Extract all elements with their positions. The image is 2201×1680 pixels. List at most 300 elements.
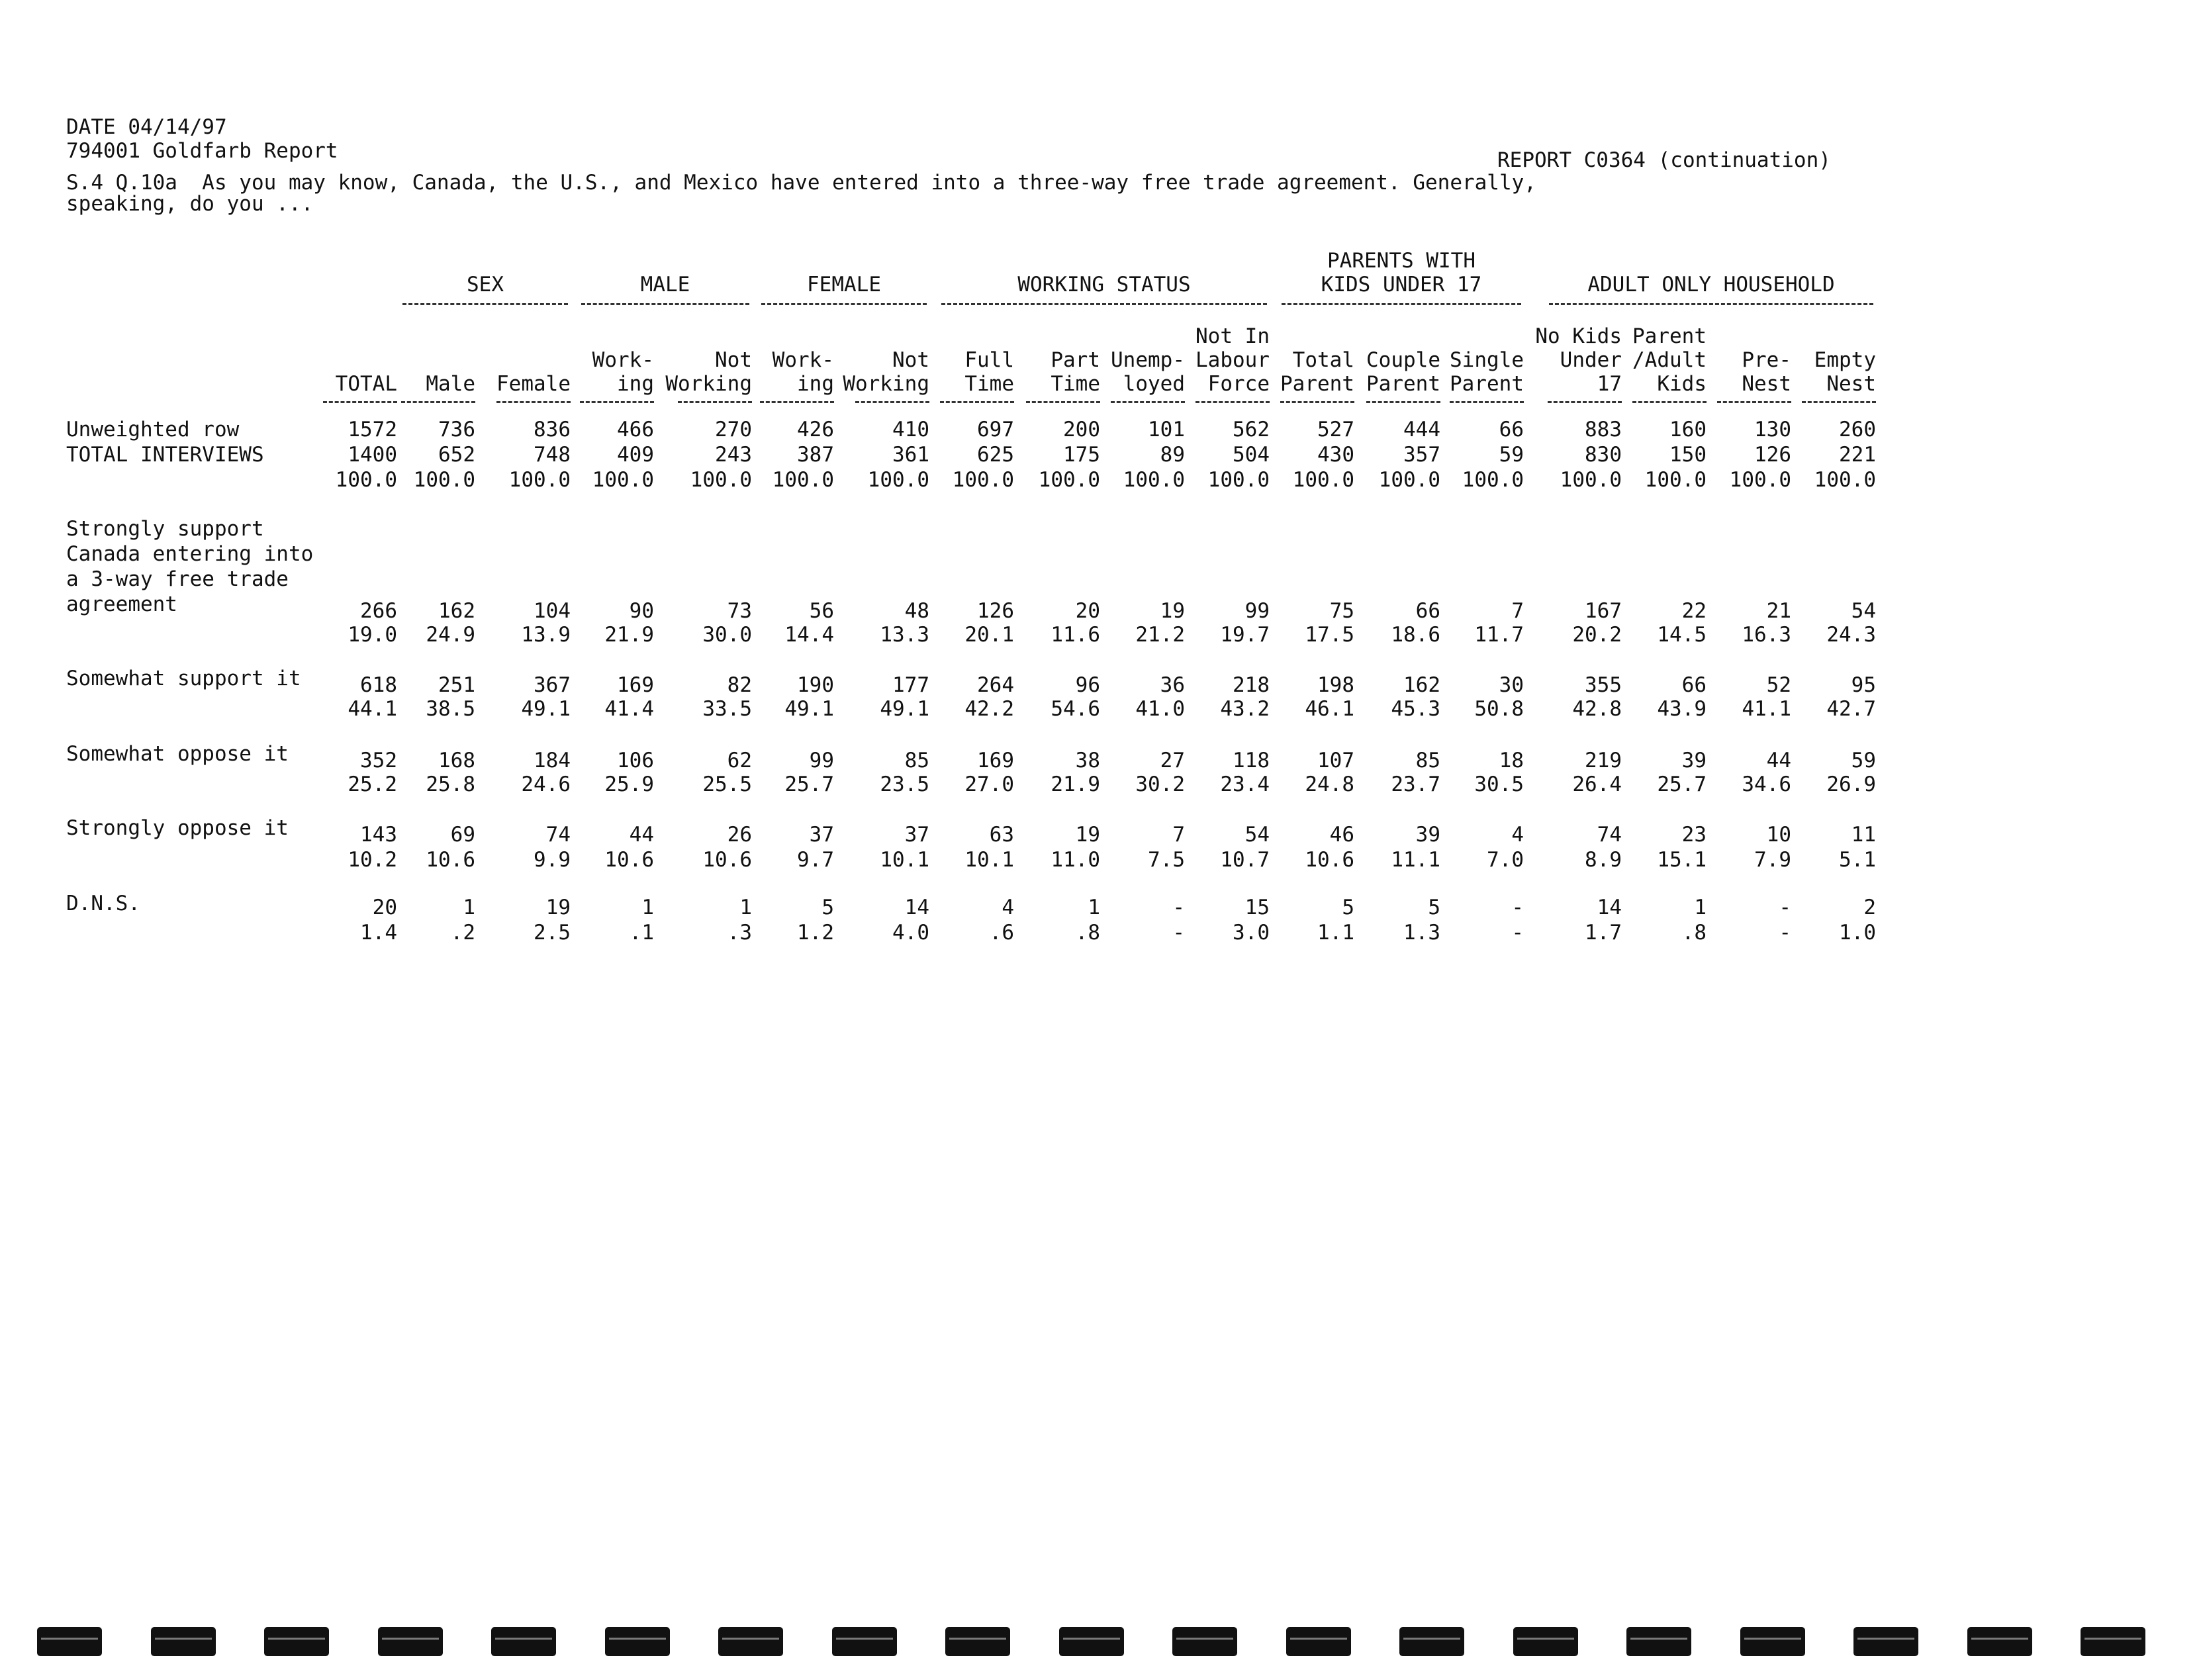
table-cell: 1 — [739, 896, 752, 919]
table-cell: 14.4 — [784, 623, 834, 647]
scan-mark — [1740, 1627, 1805, 1656]
group-header: PARENTS WITH KIDS UNDER 17 — [1321, 249, 1482, 297]
table-cell: 1572 — [348, 418, 397, 442]
table-cell: 169 — [977, 749, 1014, 772]
table-cell: 18.6 — [1391, 623, 1440, 647]
table-cell: 19 — [1075, 823, 1100, 847]
table-cell: 46.1 — [1305, 697, 1354, 721]
table-cell: 13.9 — [521, 623, 571, 647]
table-cell: 82 — [727, 673, 752, 697]
table-cell: 85 — [904, 749, 929, 772]
column-header: Couple Parent — [1366, 348, 1440, 396]
table-cell: 100.0 — [1560, 468, 1622, 492]
column-header: Total Parent — [1280, 348, 1354, 396]
column-underline — [323, 401, 397, 403]
table-cell: .1 — [629, 921, 654, 945]
table-cell: 1 — [641, 896, 654, 919]
column-underline — [1280, 401, 1354, 403]
table-cell: 69 — [450, 823, 475, 847]
table-cell: 1.3 — [1403, 921, 1440, 945]
table-cell: 1 — [1088, 896, 1100, 919]
group-underline — [1282, 303, 1521, 305]
table-cell: .6 — [989, 921, 1014, 945]
table-cell: 39 — [1681, 749, 1707, 772]
table-cell: 177 — [892, 673, 929, 697]
table-cell: 10.1 — [880, 848, 929, 872]
column-header: Empty Nest — [1814, 348, 1876, 396]
table-cell: 95 — [1851, 673, 1876, 697]
table-cell: 1.4 — [360, 921, 397, 945]
table-cell: 27 — [1160, 749, 1185, 772]
question-text-line-1: S.4 Q.10a As you may know, Canada, the U.S., and Mexico have entered into a three-way free trade agreement. Generally, — [66, 171, 1536, 195]
table-cell: 221 — [1839, 443, 1876, 467]
column-underline — [1111, 401, 1185, 403]
table-cell: 562 — [1233, 418, 1270, 442]
table-cell: 190 — [797, 673, 834, 697]
table-cell: 266 — [360, 599, 397, 623]
table-cell: 10.2 — [348, 848, 397, 872]
table-cell: 25.7 — [1657, 772, 1707, 796]
table-cell: 54 — [1851, 599, 1876, 623]
table-cell: 361 — [892, 443, 929, 467]
column-underline — [1548, 401, 1622, 403]
table-cell: 4.0 — [892, 921, 929, 945]
table-cell: 30.2 — [1135, 772, 1185, 796]
column-underline — [1366, 401, 1440, 403]
table-cell: 16.3 — [1742, 623, 1791, 647]
row-label: Unweighted row TOTAL INTERVIEWS — [66, 418, 264, 467]
table-cell: 7 — [1172, 823, 1185, 847]
table-cell: 2 — [1863, 896, 1876, 919]
column-underline — [401, 401, 475, 403]
column-header: Single Parent — [1450, 348, 1524, 396]
column-underline — [1802, 401, 1876, 403]
table-cell: 10.6 — [426, 848, 475, 872]
table-cell: 7.9 — [1754, 848, 1791, 872]
table-cell: 44 — [1766, 749, 1791, 772]
table-cell: 100.0 — [1207, 468, 1270, 492]
table-cell: 26 — [727, 823, 752, 847]
column-underline — [940, 401, 1014, 403]
table-cell: - — [1779, 896, 1791, 919]
table-cell: 44 — [629, 823, 654, 847]
table-cell: 27.0 — [964, 772, 1014, 796]
scan-mark — [378, 1627, 443, 1656]
table-cell: 44.1 — [348, 697, 397, 721]
table-cell: 219 — [1585, 749, 1622, 772]
scan-mark — [832, 1627, 897, 1656]
table-cell: 30.5 — [1474, 772, 1524, 796]
table-cell: 101 — [1148, 418, 1185, 442]
table-cell: 23.4 — [1220, 772, 1270, 796]
table-cell: 30 — [1499, 673, 1524, 697]
column-underline — [1195, 401, 1270, 403]
table-cell: 5 — [1342, 896, 1354, 919]
table-cell: 19 — [545, 896, 571, 919]
table-cell: 11.0 — [1051, 848, 1100, 872]
table-cell: 107 — [1317, 749, 1354, 772]
scan-mark — [37, 1627, 102, 1656]
table-cell: 10.1 — [964, 848, 1014, 872]
table-cell: 1400 — [348, 443, 397, 467]
scan-mark — [1286, 1627, 1351, 1656]
group-underline — [402, 303, 568, 305]
row-label: D.N.S. — [66, 892, 140, 915]
column-underline — [1632, 401, 1707, 403]
table-cell: 99 — [1244, 599, 1270, 623]
table-cell: 184 — [534, 749, 571, 772]
table-cell: 9.9 — [534, 848, 571, 872]
scan-mark — [1967, 1627, 2032, 1656]
project-title: 794001 Goldfarb Report — [66, 139, 338, 163]
table-cell: 74 — [545, 823, 571, 847]
table-cell: 100.0 — [1814, 468, 1876, 492]
table-cell: 100.0 — [508, 468, 571, 492]
table-cell: 198 — [1317, 673, 1354, 697]
table-cell: 66 — [1681, 673, 1707, 697]
table-cell: 883 — [1585, 418, 1622, 442]
scan-mark — [718, 1627, 783, 1656]
table-cell: 52 — [1766, 673, 1791, 697]
table-cell: 18 — [1499, 749, 1524, 772]
table-cell: 42.2 — [964, 697, 1014, 721]
column-header: Work- ing — [592, 348, 654, 396]
scan-mark — [945, 1627, 1010, 1656]
column-underline — [1717, 401, 1791, 403]
table-cell: 19 — [1160, 599, 1185, 623]
table-cell: 352 — [360, 749, 397, 772]
table-cell: 20 — [372, 896, 397, 919]
table-cell: 251 — [438, 673, 475, 697]
table-cell: 56 — [809, 599, 834, 623]
table-cell: 618 — [360, 673, 397, 697]
group-underline — [581, 303, 749, 305]
column-underline — [1026, 401, 1100, 403]
column-header: Unemp- loyed — [1111, 348, 1185, 396]
table-cell: .3 — [727, 921, 752, 945]
table-cell: 41.1 — [1742, 697, 1791, 721]
table-cell: 24.6 — [521, 772, 571, 796]
table-cell: 23 — [1681, 823, 1707, 847]
table-cell: 10.6 — [604, 848, 654, 872]
table-cell: 19.0 — [348, 623, 397, 647]
table-cell: 10 — [1766, 823, 1791, 847]
table-cell: 24.9 — [426, 623, 475, 647]
question-text-line-2: speaking, do you ... — [66, 192, 314, 216]
table-cell: 100.0 — [1462, 468, 1524, 492]
table-cell: 836 — [534, 418, 571, 442]
table-cell: 169 — [617, 673, 654, 697]
table-cell: 444 — [1403, 418, 1440, 442]
column-header: Work- ing — [772, 348, 834, 396]
table-cell: 143 — [360, 823, 397, 847]
table-cell: .8 — [1075, 921, 1100, 945]
table-cell: 43.2 — [1220, 697, 1270, 721]
table-cell: 355 — [1585, 673, 1622, 697]
table-cell: 49.1 — [784, 697, 834, 721]
table-cell: 50.8 — [1474, 697, 1524, 721]
table-cell: 218 — [1233, 673, 1270, 697]
table-cell: 11 — [1851, 823, 1876, 847]
table-cell: 100.0 — [592, 468, 654, 492]
table-cell: - — [1172, 921, 1185, 945]
table-cell: 20.1 — [964, 623, 1014, 647]
table-cell: 264 — [977, 673, 1014, 697]
table-cell: 33.5 — [702, 697, 752, 721]
table-cell: 175 — [1063, 443, 1100, 467]
table-cell: 25.8 — [426, 772, 475, 796]
table-cell: 25.2 — [348, 772, 397, 796]
table-cell: 104 — [534, 599, 571, 623]
group-header: ADULT ONLY HOUSEHOLD — [1587, 273, 1835, 297]
table-cell: 100.0 — [413, 468, 475, 492]
table-cell: 466 — [617, 418, 654, 442]
table-cell: 100.0 — [1644, 468, 1707, 492]
table-cell: 1.1 — [1317, 921, 1354, 945]
table-cell: 14 — [904, 896, 929, 919]
scan-mark — [1399, 1627, 1464, 1656]
table-cell: 9.7 — [797, 848, 834, 872]
row-label: Somewhat oppose it — [66, 742, 289, 766]
table-cell: 100.0 — [1292, 468, 1354, 492]
table-cell: 7.0 — [1487, 848, 1524, 872]
table-cell: 126 — [1754, 443, 1791, 467]
table-cell: 1.2 — [797, 921, 834, 945]
table-cell: 73 — [727, 599, 752, 623]
group-header: SEX — [467, 273, 504, 297]
table-cell: 37 — [809, 823, 834, 847]
table-cell: 167 — [1585, 599, 1622, 623]
scan-mark — [2081, 1627, 2145, 1656]
table-cell: 59 — [1499, 443, 1524, 467]
table-cell: 270 — [715, 418, 752, 442]
table-cell: 5.1 — [1839, 848, 1876, 872]
table-cell: 748 — [534, 443, 571, 467]
table-cell: .2 — [450, 921, 475, 945]
table-cell: 260 — [1839, 418, 1876, 442]
table-cell: 17.5 — [1305, 623, 1354, 647]
table-cell: 23.7 — [1391, 772, 1440, 796]
table-cell: 90 — [629, 599, 654, 623]
table-cell: 100.0 — [952, 468, 1014, 492]
group-underline — [761, 303, 927, 305]
table-cell: 504 — [1233, 443, 1270, 467]
table-cell: 43.9 — [1657, 697, 1707, 721]
table-cell: 130 — [1754, 418, 1791, 442]
column-header: TOTAL — [335, 372, 397, 396]
report-date: DATE 04/14/97 — [66, 115, 227, 139]
table-cell: 5 — [1428, 896, 1440, 919]
table-cell: 7 — [1511, 599, 1524, 623]
table-cell: 37 — [904, 823, 929, 847]
scan-mark — [1513, 1627, 1578, 1656]
table-cell: 20 — [1075, 599, 1100, 623]
table-cell: 54.6 — [1051, 697, 1100, 721]
table-cell: 25.7 — [784, 772, 834, 796]
table-cell: 96 — [1075, 673, 1100, 697]
table-cell: 100.0 — [1378, 468, 1440, 492]
table-cell: 10.7 — [1220, 848, 1270, 872]
table-cell: 62 — [727, 749, 752, 772]
table-cell: - — [1511, 896, 1524, 919]
table-cell: 30.0 — [702, 623, 752, 647]
table-cell: 409 — [617, 443, 654, 467]
column-underline — [496, 401, 571, 403]
table-cell: 14.5 — [1657, 623, 1707, 647]
table-cell: 100.0 — [1038, 468, 1100, 492]
group-header: FEMALE — [807, 273, 881, 297]
scan-mark — [491, 1627, 556, 1656]
table-cell: 49.1 — [521, 697, 571, 721]
table-cell: 100.0 — [867, 468, 929, 492]
table-cell: 25.5 — [702, 772, 752, 796]
row-label: Strongly support Canada entering into a 3-way free trade agreement — [66, 517, 314, 616]
table-cell: 66 — [1415, 599, 1440, 623]
table-cell: 26.9 — [1826, 772, 1876, 796]
table-cell: 11.6 — [1051, 623, 1100, 647]
column-underline — [580, 401, 654, 403]
table-cell: 38 — [1075, 749, 1100, 772]
group-underline — [1549, 303, 1873, 305]
table-cell: 100.0 — [1123, 468, 1185, 492]
table-cell: 357 — [1403, 443, 1440, 467]
column-underline — [678, 401, 752, 403]
group-header: MALE — [640, 273, 690, 297]
table-cell: 625 — [977, 443, 1014, 467]
table-cell: 10.6 — [702, 848, 752, 872]
column-header: Parent /Adult Kids — [1632, 324, 1707, 396]
row-label: Somewhat support it — [66, 667, 301, 690]
table-cell: 38.5 — [426, 697, 475, 721]
table-cell: 5 — [821, 896, 834, 919]
table-cell: 59 — [1851, 749, 1876, 772]
table-cell: 19.7 — [1220, 623, 1270, 647]
column-underline — [760, 401, 834, 403]
table-cell: 4 — [1511, 823, 1524, 847]
table-cell: 41.0 — [1135, 697, 1185, 721]
table-cell: 10.6 — [1305, 848, 1354, 872]
table-cell: 46 — [1329, 823, 1354, 847]
table-cell: 21.2 — [1135, 623, 1185, 647]
table-cell: 4 — [1002, 896, 1014, 919]
table-cell: 20.2 — [1572, 623, 1622, 647]
table-cell: 100.0 — [335, 468, 397, 492]
scan-mark — [151, 1627, 216, 1656]
table-cell: 21.9 — [604, 623, 654, 647]
table-cell: 25.9 — [604, 772, 654, 796]
table-cell: 89 — [1160, 443, 1185, 467]
table-cell: 118 — [1233, 749, 1270, 772]
table-cell: 527 — [1317, 418, 1354, 442]
table-cell: 42.8 — [1572, 697, 1622, 721]
table-cell: 410 — [892, 418, 929, 442]
table-cell: 162 — [438, 599, 475, 623]
table-cell: - — [1779, 921, 1791, 945]
column-header: Pre- Nest — [1742, 348, 1791, 396]
table-cell: 430 — [1317, 443, 1354, 467]
scan-mark — [1626, 1627, 1691, 1656]
table-cell: 24.3 — [1826, 623, 1876, 647]
table-cell: 15.1 — [1657, 848, 1707, 872]
scan-mark — [1059, 1627, 1124, 1656]
table-cell: 49.1 — [880, 697, 929, 721]
table-cell: - — [1511, 921, 1524, 945]
table-cell: 150 — [1669, 443, 1707, 467]
table-cell: 697 — [977, 418, 1014, 442]
table-cell: 11.7 — [1474, 623, 1524, 647]
table-cell: 8.9 — [1585, 848, 1622, 872]
table-cell: 26.4 — [1572, 772, 1622, 796]
row-label: Strongly oppose it — [66, 816, 289, 840]
table-cell: 14 — [1597, 896, 1622, 919]
scan-mark — [605, 1627, 670, 1656]
table-cell: 24.8 — [1305, 772, 1354, 796]
report-id: REPORT C0364 (continuation) — [1497, 148, 1831, 172]
column-header: Not Working — [665, 348, 752, 396]
table-cell: 74 — [1597, 823, 1622, 847]
table-cell: .8 — [1681, 921, 1707, 945]
group-underline — [941, 303, 1267, 305]
table-cell: 2.5 — [534, 921, 571, 945]
column-underline — [1450, 401, 1524, 403]
table-cell: 23.5 — [880, 772, 929, 796]
table-cell: 830 — [1585, 443, 1622, 467]
table-cell: 387 — [797, 443, 834, 467]
table-cell: - — [1172, 896, 1185, 919]
table-cell: 106 — [617, 749, 654, 772]
table-cell: 126 — [977, 599, 1014, 623]
table-cell: 13.3 — [880, 623, 929, 647]
table-cell: 168 — [438, 749, 475, 772]
table-cell: 160 — [1669, 418, 1707, 442]
table-cell: 736 — [438, 418, 475, 442]
scan-mark — [1853, 1627, 1918, 1656]
table-cell: 63 — [989, 823, 1014, 847]
table-cell: 1 — [463, 896, 475, 919]
table-cell: 75 — [1329, 599, 1354, 623]
column-underline — [855, 401, 929, 403]
group-header: WORKING STATUS — [1017, 273, 1191, 297]
table-cell: 3.0 — [1233, 921, 1270, 945]
column-header: Part Time — [1051, 348, 1100, 396]
table-cell: 48 — [904, 599, 929, 623]
scan-mark — [1172, 1627, 1237, 1656]
table-cell: 99 — [809, 749, 834, 772]
table-cell: 100.0 — [772, 468, 834, 492]
table-cell: 426 — [797, 418, 834, 442]
table-cell: 162 — [1403, 673, 1440, 697]
table-cell: 367 — [534, 673, 571, 697]
column-header: Female — [496, 372, 571, 396]
table-cell: 45.3 — [1391, 697, 1440, 721]
table-cell: 11.1 — [1391, 848, 1440, 872]
table-cell: 100.0 — [690, 468, 752, 492]
table-cell: 652 — [438, 443, 475, 467]
table-cell: 100.0 — [1729, 468, 1791, 492]
column-header: Full Time — [964, 348, 1014, 396]
table-cell: 200 — [1063, 418, 1100, 442]
column-header: No Kids Under 17 — [1535, 324, 1622, 396]
table-cell: 7.5 — [1148, 848, 1185, 872]
scan-mark — [264, 1627, 329, 1656]
table-cell: 41.4 — [604, 697, 654, 721]
table-cell: 34.6 — [1742, 772, 1791, 796]
table-cell: 85 — [1415, 749, 1440, 772]
table-cell: 243 — [715, 443, 752, 467]
column-header: Male — [426, 372, 475, 396]
table-cell: 39 — [1415, 823, 1440, 847]
table-cell: 42.7 — [1826, 697, 1876, 721]
